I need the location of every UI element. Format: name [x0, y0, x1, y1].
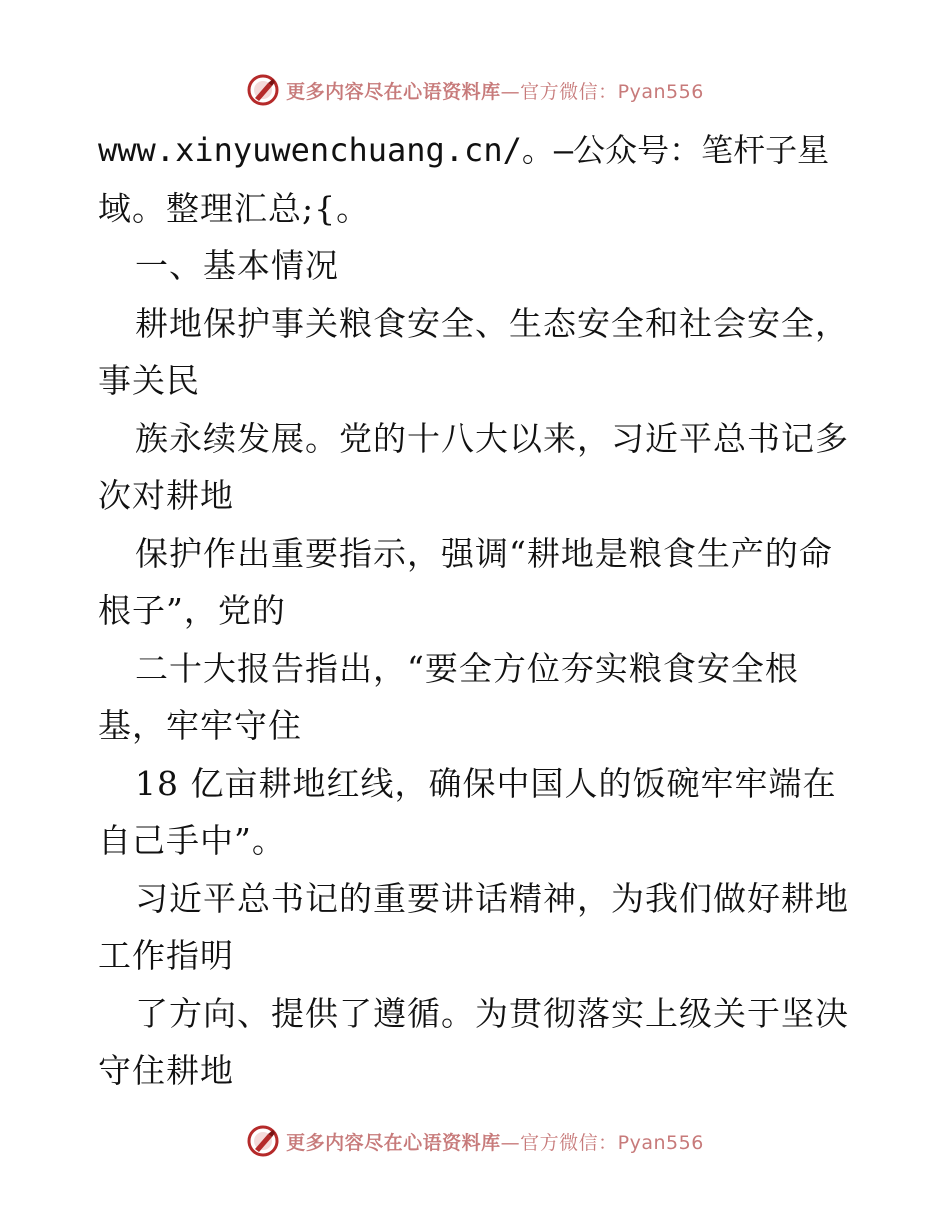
- banner-wechat-text: 官方微信：Pyan556: [520, 80, 704, 103]
- section-heading: 一、基本情况: [135, 246, 339, 285]
- banner-site-text: 更多内容尽在心语资料库: [286, 1131, 501, 1154]
- header-banner: [0, 68, 950, 112]
- body-line: 二十大报告指出，“要全方位夯实粮食安全根: [135, 648, 799, 688]
- footer-banner: [0, 1119, 950, 1163]
- body-line: 18 亿亩耕地红线，确保中国人的饭碗牢牢端在: [135, 763, 837, 803]
- body-line: 习近平总书记的重要讲话精神，为我们做好耕地: [135, 878, 849, 918]
- body-line: 域。整理汇总;{。: [98, 188, 371, 228]
- body-line: 了方向、提供了遵循。为贯彻落实上级关于坚决: [135, 993, 849, 1033]
- body-line: 族永续发展。党的十八大以来，习近平总书记多: [135, 418, 849, 458]
- banner-wechat-text: 官方微信：Pyan556: [520, 1131, 704, 1154]
- body-line: 自己手中”。: [98, 821, 286, 860]
- body-line: 事关民: [98, 361, 200, 400]
- body-line: 工作指明: [98, 936, 234, 975]
- body-line: 耕地保护事关粮食安全、生态安全和社会安全，: [135, 303, 849, 343]
- body-line: 根子”，党的: [98, 591, 286, 630]
- pen-logo-icon: [246, 73, 280, 107]
- body-line: www.xinyuwenchuang.cn/。—公众号：笔杆子星: [98, 131, 830, 169]
- body-line: 守住耕地: [98, 1051, 234, 1090]
- banner-site-text: 更多内容尽在心语资料库: [286, 80, 501, 103]
- body-line: 次对耕地: [98, 476, 234, 515]
- document-body: [98, 122, 878, 1100]
- banner-separator: —: [500, 80, 521, 103]
- body-line: 基，牢牢守住: [98, 706, 302, 745]
- pen-logo-icon: [246, 1124, 280, 1158]
- banner-separator: —: [500, 1131, 521, 1154]
- body-line: 保护作出重要指示，强调“耕地是粮食生产的命: [135, 533, 833, 573]
